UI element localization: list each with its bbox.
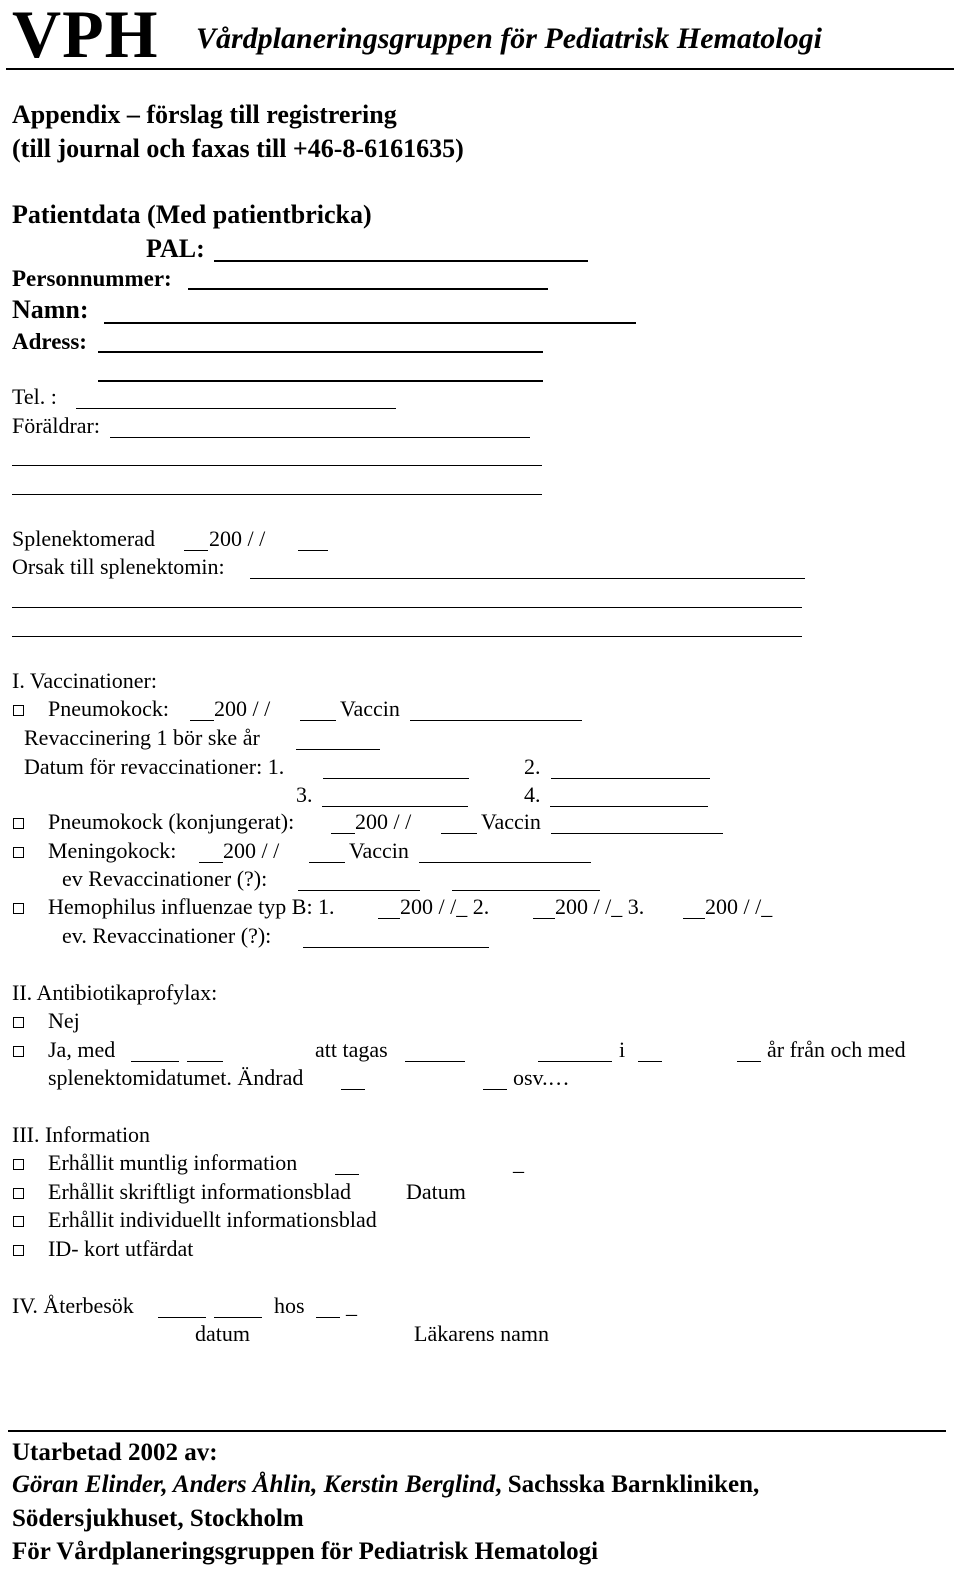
id-kort-label: ID- kort utfärdat: [48, 1236, 194, 1261]
org-name: Vårdplaneringsgruppen för Pediatrisk Hematologi: [196, 22, 822, 55]
datum-revacc-label: Datum för revaccinationer: 1.: [24, 754, 285, 779]
patient-heading: Patientdata (Med patientbricka): [12, 200, 372, 229]
muntlig-checkbox[interactable]: [13, 1159, 24, 1170]
authors-line: [12, 1472, 759, 1497]
hib-date-3: 200 / /_: [705, 894, 773, 919]
tel-field[interactable]: [76, 408, 396, 409]
information-heading: III. Information: [12, 1122, 151, 1147]
meningokock-vaccin-label: Vaccin: [349, 838, 409, 863]
aterbesok-label: IV. Återbesök: [12, 1293, 134, 1318]
utarbetad-label: Utarbetad 2002 av:: [12, 1439, 218, 1466]
tel-label: Tel. :: [12, 384, 57, 409]
pneumokock-konj-date-blank-2[interactable]: [441, 833, 477, 834]
hospital: Södersjukhuset, Stockholm: [12, 1505, 304, 1532]
foraldrar-field-1[interactable]: [110, 437, 530, 438]
andrad-field-1[interactable]: [341, 1089, 365, 1090]
osv-label: osv.…: [513, 1065, 570, 1090]
hib-date-1-blank[interactable]: [378, 918, 400, 919]
pal-field[interactable]: [214, 260, 588, 262]
revacc-date-2-field[interactable]: [551, 778, 710, 779]
pneumokock-label: Pneumokock:: [48, 696, 169, 721]
att-tagas-field-2[interactable]: [538, 1061, 612, 1062]
pneumokock-date-blank-1[interactable]: [190, 720, 214, 721]
splenektomidatumet-label: splenektomidatumet. Ändrad: [48, 1065, 304, 1090]
revacc-number-2: 2.: [524, 754, 541, 779]
ev-revacc-field-1[interactable]: [298, 890, 420, 891]
orsak-field-3[interactable]: [12, 636, 802, 637]
pneumokock-vaccin-label: Vaccin: [340, 696, 400, 721]
revacc-date-3-field[interactable]: [322, 806, 468, 807]
hos-label: hos: [274, 1293, 305, 1318]
footer-group: För Vårdplaneringsgruppen för Pediatrisk Hematologi: [12, 1538, 599, 1565]
hib-date-1: 200 / /_ 2.: [400, 894, 490, 919]
namn-label: Namn:: [12, 295, 89, 324]
meningokock-date-blank-2[interactable]: [309, 862, 345, 863]
id-kort-checkbox[interactable]: [13, 1245, 24, 1256]
meningokock-checkbox[interactable]: [13, 847, 24, 858]
ja-checkbox[interactable]: [13, 1046, 24, 1057]
att-tagas-label: att tagas: [315, 1037, 388, 1062]
muntlig-label: Erhållit muntlig information: [48, 1150, 298, 1175]
muntlig-field[interactable]: [335, 1174, 359, 1175]
revaccinering-label: Revaccinering 1 bör ske år: [24, 725, 260, 750]
revacc-date-1-field[interactable]: [323, 778, 469, 779]
ev-revacc2-label: ev. Revaccinationer (?):: [62, 923, 272, 948]
pneumokock-konj-vaccin-label: Vaccin: [481, 809, 541, 834]
meningokock-date: 200 / /: [223, 838, 280, 863]
splen-date: 200 / /: [209, 526, 266, 551]
pal-label: PAL:: [146, 234, 205, 263]
ja-med-field-2[interactable]: [187, 1061, 223, 1062]
adress-field-1[interactable]: [98, 351, 543, 353]
revacc-number-4: 4.: [524, 782, 541, 807]
appendix-title: Appendix – förslag till registrering: [12, 100, 397, 129]
i-field-1[interactable]: [638, 1061, 662, 1062]
orsak-field-2[interactable]: [12, 607, 802, 608]
clinic: , Sachsska Barnkliniken,: [495, 1471, 760, 1498]
splen-date-blank-1[interactable]: [184, 550, 208, 551]
authors: Göran Elinder, Anders Åhlin, Kerstin Berglind: [12, 1471, 496, 1498]
hib-date-2: 200 / /_ 3.: [555, 894, 645, 919]
antibiotics-heading: II. Antibiotikaprofylax:: [12, 980, 218, 1005]
pneumokock-konj-label: Pneumokock (konjungerat):: [48, 809, 295, 834]
foraldrar-field-2[interactable]: [12, 465, 542, 466]
revaccinering-year-field[interactable]: [296, 749, 380, 750]
andrad-field-2[interactable]: [483, 1089, 507, 1090]
personnummer-field[interactable]: [188, 288, 548, 290]
hib-date-3-blank[interactable]: [683, 918, 705, 919]
personnummer-label: Personnummer:: [12, 266, 172, 291]
ev-revacc-label: ev Revaccinationer (?):: [62, 866, 268, 891]
pneumokock-vaccin-field[interactable]: [410, 720, 582, 721]
revacc-date-4-field[interactable]: [550, 806, 708, 807]
namn-field[interactable]: [104, 322, 636, 324]
vph-logo: VPH: [12, 0, 159, 72]
adress-field-2[interactable]: [98, 380, 543, 382]
revacc-number-3: 3.: [296, 782, 313, 807]
skriftligt-label: Erhållit skriftligt informationsblad: [48, 1179, 352, 1204]
hib-date-2-blank[interactable]: [533, 918, 555, 919]
lakarens-namn-caption: Läkarens namn: [414, 1321, 549, 1346]
individuellt-checkbox[interactable]: [13, 1216, 24, 1227]
orsak-field-1[interactable]: [250, 578, 805, 579]
pneumokock-konj-date-blank-1[interactable]: [331, 833, 355, 834]
skriftligt-datum-label: Datum: [406, 1179, 466, 1204]
ja-med-label: Ja, med: [48, 1037, 116, 1062]
pneumokock-date: 200 / /: [214, 696, 271, 721]
pneumokock-date-blank-2[interactable]: [300, 720, 336, 721]
vaccinations-heading: I. Vaccinationer:: [12, 668, 157, 693]
meningokock-date-blank-1[interactable]: [199, 862, 223, 863]
meningokock-label: Meningokock:: [48, 838, 177, 863]
ev-revacc-field-2[interactable]: [452, 890, 600, 891]
footer-divider: [8, 1430, 946, 1432]
splenektomerad-label: Splenektomerad: [12, 526, 155, 551]
individuellt-label: Erhållit individuellt informationsblad: [48, 1207, 377, 1232]
nej-label: Nej: [48, 1008, 80, 1033]
adress-label: Adress:: [12, 329, 87, 354]
nej-checkbox[interactable]: [13, 1017, 24, 1028]
appendix-subtitle: (till journal och faxas till +46-8-6161635): [12, 134, 464, 163]
i-field-2[interactable]: [737, 1061, 761, 1062]
pneumokock-konj-vaccin-field[interactable]: [551, 833, 723, 834]
pneumokock-konj-checkbox[interactable]: [13, 818, 24, 829]
pneumokock-konj-date: 200 / /: [355, 809, 412, 834]
muntlig-tail: _: [513, 1150, 524, 1175]
skriftligt-checkbox[interactable]: [13, 1188, 24, 1199]
foraldrar-field-3[interactable]: [12, 494, 542, 495]
ar-fran-label: år från och med: [767, 1037, 906, 1062]
aterbesok-date-field-2[interactable]: [214, 1317, 262, 1318]
header-divider: [6, 68, 954, 70]
foraldrar-label: Föräldrar:: [12, 413, 100, 438]
i-label: i: [619, 1037, 626, 1062]
hemophilus-checkbox[interactable]: [13, 903, 24, 914]
splen-date-blank-2[interactable]: [298, 550, 328, 551]
hemophilus-label: Hemophilus influenzae typ B: 1.: [48, 894, 335, 919]
hos-field[interactable]: [316, 1317, 340, 1318]
datum-caption: datum: [195, 1321, 250, 1346]
att-tagas-field-1[interactable]: [405, 1061, 465, 1062]
hos-tail: _: [346, 1293, 357, 1318]
orsak-label: Orsak till splenektomin:: [12, 554, 225, 579]
meningokock-vaccin-field[interactable]: [419, 862, 591, 863]
aterbesok-date-field-1[interactable]: [158, 1317, 206, 1318]
ja-med-field-1[interactable]: [131, 1061, 179, 1062]
pneumokock-checkbox[interactable]: [13, 705, 24, 716]
ev-revacc2-field[interactable]: [303, 947, 489, 948]
